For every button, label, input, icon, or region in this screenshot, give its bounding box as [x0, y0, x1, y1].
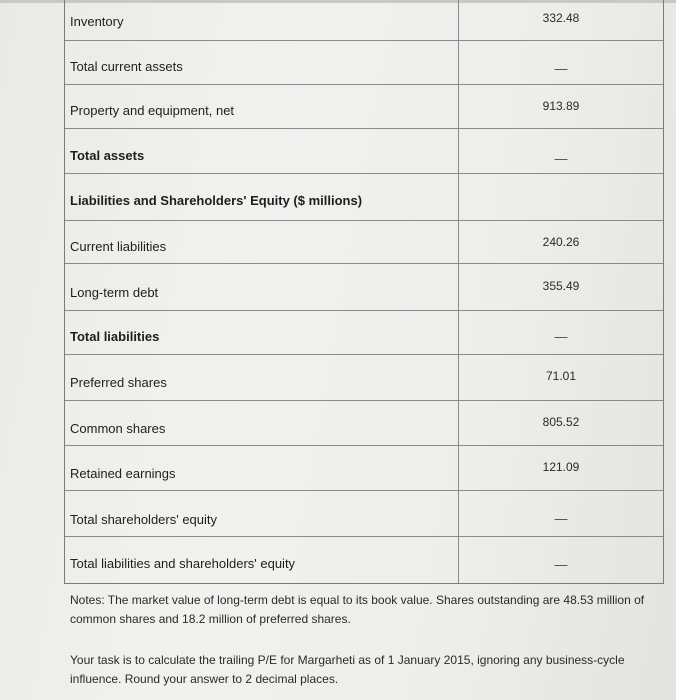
row-value: 355.49: [542, 279, 580, 293]
table-row-total-liabilities: [65, 311, 663, 355]
row-label: Total liabilities and shareholders' equity: [70, 556, 296, 571]
table-row-property-equipment: [65, 85, 663, 129]
table-row-current-liabilities: [65, 221, 663, 264]
row-value-blank: —: [554, 557, 568, 572]
task-paragraph: Your task is to calculate the trailing P/E for Margarheti as of 1 January 2015, ignoring any business-cycle influence. Round your answer to 2 decimal places.: [70, 653, 625, 686]
row-value: 71.01: [545, 369, 577, 383]
balance-sheet-table: [64, 0, 664, 584]
row-label: Retained earnings: [70, 466, 176, 481]
row-value: 240.26: [542, 235, 580, 249]
row-value-blank: —: [554, 511, 568, 526]
row-label: Preferred shares: [70, 375, 167, 390]
row-label: Total current assets: [70, 59, 183, 74]
row-label: Current liabilities: [70, 239, 167, 254]
table-row-total-current-assets: [65, 41, 663, 85]
table-row-inventory: [65, 0, 663, 41]
notes-paragraph: Notes: The market value of long-term debt is equal to its book value. Shares outstanding are 48.53 million of common shares and 18.2 million of preferred shares.: [70, 593, 645, 626]
row-value-blank: —: [554, 329, 568, 344]
row-value-blank: —: [554, 151, 568, 166]
table-row-retained-earnings: [65, 446, 663, 491]
section-heading: Liabilities and Shareholders' Equity ($ millions): [70, 193, 363, 208]
table-row-common-shares: [65, 401, 663, 446]
row-value: 913.89: [542, 99, 580, 113]
row-label: Property and equipment, net: [70, 103, 235, 118]
table-row-long-term-debt: [65, 264, 663, 311]
row-label: Total liabilities: [70, 329, 160, 344]
row-value: 805.52: [542, 415, 580, 429]
table-row-preferred-shares: [65, 355, 663, 401]
table-row-total-assets: [65, 129, 663, 174]
row-label: Total shareholders' equity: [70, 512, 218, 527]
row-value: 332.48: [542, 11, 580, 25]
table-row-liabilities-header: [65, 174, 663, 221]
table-row-total-liabilities-equity: [65, 537, 663, 583]
row-label: Total assets: [70, 148, 145, 163]
row-value-blank: —: [554, 61, 568, 76]
row-label: Long-term debt: [70, 285, 159, 300]
row-label: Inventory: [70, 14, 124, 29]
row-label: Common shares: [70, 421, 166, 436]
table-row-total-shareholders-equity: [65, 491, 663, 537]
row-value: 121.09: [542, 460, 580, 474]
